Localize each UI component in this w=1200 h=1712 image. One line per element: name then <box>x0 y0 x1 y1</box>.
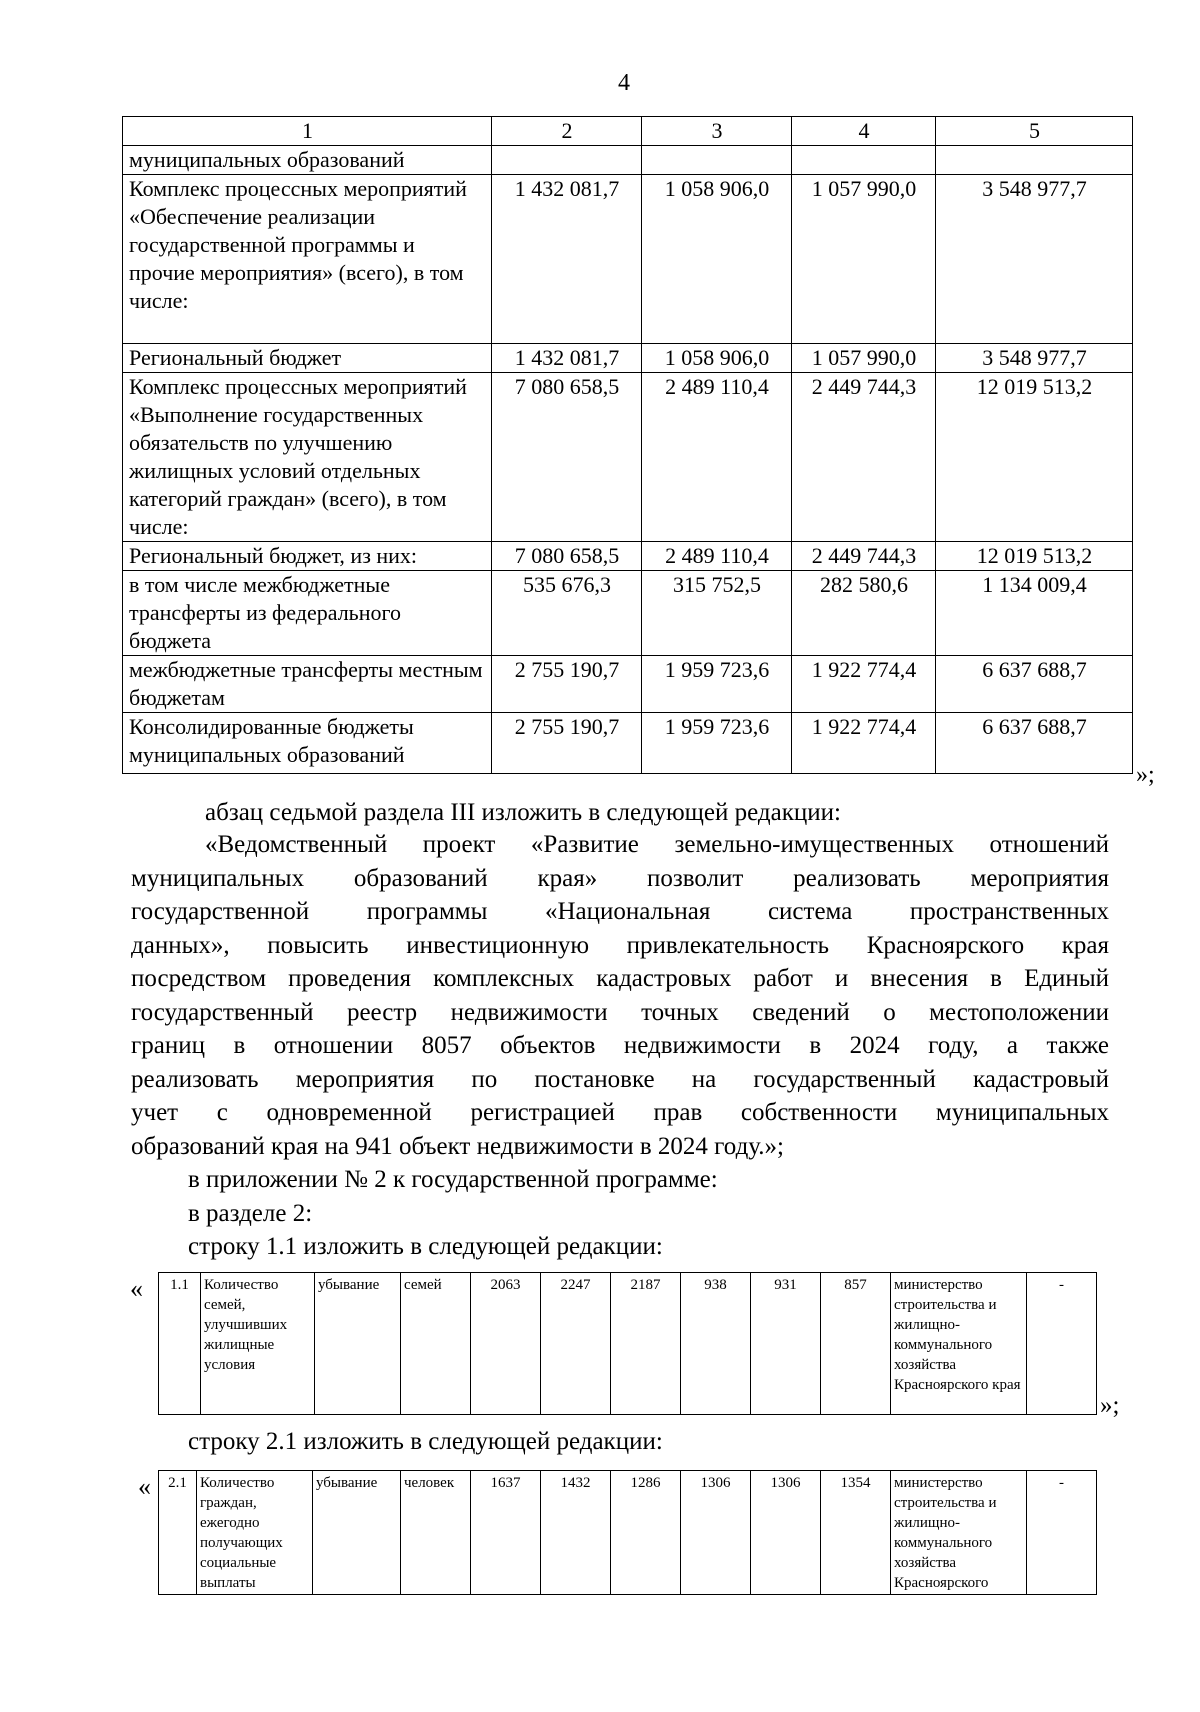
cell-value: 938 <box>681 1273 751 1415</box>
cell-value: 857 <box>821 1273 891 1415</box>
column-header: 1 <box>123 117 492 146</box>
cell-value: 535 676,3 <box>492 571 642 656</box>
cell-value: 2063 <box>471 1273 541 1415</box>
cell-value: 6 637 688,7 <box>936 713 1133 774</box>
paragraph-line: государственный реестр недвижимости точных сведений о местоположении <box>131 999 1109 1026</box>
paragraph-1: абзац седьмой раздела III изложить в следующей редакции: <box>205 799 841 826</box>
table-row <box>123 175 1133 344</box>
cell-value: 7 080 658,5 <box>492 373 642 542</box>
paragraph-line: реализовать мероприятия по постановке на государственный кадастровый <box>131 1066 1109 1093</box>
cell-value: 1354 <box>821 1471 891 1595</box>
column-header: 2 <box>492 117 642 146</box>
row-2-1-open-mark: « <box>138 1472 151 1501</box>
table-row <box>123 542 1133 571</box>
row-label: Региональный бюджет <box>123 344 492 373</box>
cell-value: 1 959 723,6 <box>642 656 792 713</box>
paragraph-line: муниципальных образований края» позволит реализовать мероприятия <box>131 865 1109 892</box>
unit: семей <box>401 1273 471 1415</box>
cell-value: 6 637 688,7 <box>936 656 1133 713</box>
indicator-name: Количество граждан, ежегодно получающих социальные выплаты <box>197 1471 313 1595</box>
row-label: в том числе межбюджетные трансферты из федерального бюджета <box>123 571 492 656</box>
indicator-table-row-1-1 <box>158 1272 1097 1415</box>
paragraph-4: в разделе 2: <box>188 1200 313 1227</box>
cell-value: 2 449 744,3 <box>792 542 936 571</box>
cell-value: - <box>1027 1471 1097 1595</box>
paragraph-line: «Ведомственный проект «Развитие земельно-имущественных отношений <box>205 831 1109 858</box>
table-header-row <box>123 117 1133 146</box>
paragraph-line: границ в отношении 8057 объектов недвижимости в 2024 году, а также <box>131 1032 1109 1059</box>
cell-value: 2 489 110,4 <box>642 373 792 542</box>
row-label: Комплекс процессных мероприятий «Обеспечение реализации государственной программы и прочие мероприятия» (всего), в том числе: <box>123 175 492 344</box>
column-header: 4 <box>792 117 936 146</box>
row-label: Комплекс процессных мероприятий «Выполнение государственных обязательств по улучшению жилищных условий отдельных категорий граждан» (всего), в том числе: <box>123 373 492 542</box>
cell-value: 1286 <box>611 1471 681 1595</box>
cell-value: 1 922 774,4 <box>792 656 936 713</box>
cell-value <box>792 146 936 175</box>
table-row <box>123 146 1133 175</box>
cell-value <box>642 146 792 175</box>
cell-value: 1 057 990,0 <box>792 344 936 373</box>
table-row <box>123 344 1133 373</box>
table-row <box>123 571 1133 656</box>
cell-value: 12 019 513,2 <box>936 542 1133 571</box>
column-header: 3 <box>642 117 792 146</box>
cell-value: 1306 <box>751 1471 821 1595</box>
cell-value: 2 755 190,7 <box>492 656 642 713</box>
cell-value: 315 752,5 <box>642 571 792 656</box>
row-number: 2.1 <box>159 1471 197 1595</box>
cell-value: 2 449 744,3 <box>792 373 936 542</box>
table-row <box>123 656 1133 713</box>
paragraph-line: учет с одновременной регистрацией прав собственности муниципальных <box>131 1099 1109 1126</box>
cell-value <box>936 146 1133 175</box>
trend: убывание <box>315 1273 401 1415</box>
paragraph-3: в приложении № 2 к государственной программе: <box>188 1166 718 1193</box>
cell-value: 1 058 906,0 <box>642 175 792 344</box>
table-row <box>123 713 1133 774</box>
table-row <box>123 373 1133 542</box>
paragraph-line: посредством проведения комплексных кадастровых работ и внесения в Единый <box>131 965 1109 992</box>
paragraph-line: государственной программы «Национальная система пространственных <box>131 898 1109 925</box>
cell-value: 1432 <box>541 1471 611 1595</box>
paragraph-line: данных», повысить инвестиционную привлекательность Красноярского края <box>131 932 1109 959</box>
cell-value: 2 489 110,4 <box>642 542 792 571</box>
paragraph-line: образований края на 941 объект недвижимости в 2024 году.»; <box>131 1133 785 1160</box>
cell-value: 1 134 009,4 <box>936 571 1133 656</box>
paragraph-5: строку 1.1 изложить в следующей редакции: <box>188 1233 663 1260</box>
cell-value: 1306 <box>681 1471 751 1595</box>
row-1-1-open-mark: « <box>130 1274 143 1303</box>
row-label: муниципальных образований <box>123 146 492 175</box>
cell-value: 1 432 081,7 <box>492 175 642 344</box>
cell-value: 2 755 190,7 <box>492 713 642 774</box>
page-number: 4 <box>618 70 630 96</box>
cell-value: 931 <box>751 1273 821 1415</box>
indicator-name: Количество семей, улучшивших жилищные условия <box>201 1273 315 1415</box>
responsible-body: министерство строительства и жилищно-коммунального хозяйства Красноярского <box>891 1471 1027 1595</box>
cell-value: 1 922 774,4 <box>792 713 936 774</box>
cell-value <box>492 146 642 175</box>
row-label: Региональный бюджет, из них: <box>123 542 492 571</box>
paragraph-6: строку 2.1 изложить в следующей редакции: <box>188 1428 663 1455</box>
table-row <box>159 1471 1097 1595</box>
unit: человек <box>401 1471 471 1595</box>
row-number: 1.1 <box>159 1273 201 1415</box>
indicator-table-row-2-1 <box>158 1470 1097 1595</box>
cell-value: 2187 <box>611 1273 681 1415</box>
row-1-1-close-mark: »; <box>1100 1392 1120 1419</box>
cell-value: 12 019 513,2 <box>936 373 1133 542</box>
cell-value: 1 058 906,0 <box>642 344 792 373</box>
cell-value: 3 548 977,7 <box>936 344 1133 373</box>
cell-value: 1 057 990,0 <box>792 175 936 344</box>
column-header: 5 <box>936 117 1133 146</box>
cell-value: 2247 <box>541 1273 611 1415</box>
table-closing-mark: »; <box>1136 762 1155 788</box>
responsible-body: министерство строительства и жилищно-коммунального хозяйства Красноярского края <box>891 1273 1027 1415</box>
cell-value: - <box>1027 1273 1097 1415</box>
row-label: межбюджетные трансферты местным бюджетам <box>123 656 492 713</box>
cell-value: 1 959 723,6 <box>642 713 792 774</box>
cell-value: 3 548 977,7 <box>936 175 1133 344</box>
row-label: Консолидированные бюджеты муниципальных образований <box>123 713 492 774</box>
cell-value: 282 580,6 <box>792 571 936 656</box>
cell-value: 1 432 081,7 <box>492 344 642 373</box>
table-row <box>159 1273 1097 1415</box>
cell-value: 1637 <box>471 1471 541 1595</box>
trend: убывание <box>313 1471 401 1595</box>
cell-value: 7 080 658,5 <box>492 542 642 571</box>
budget-table <box>122 116 1133 774</box>
